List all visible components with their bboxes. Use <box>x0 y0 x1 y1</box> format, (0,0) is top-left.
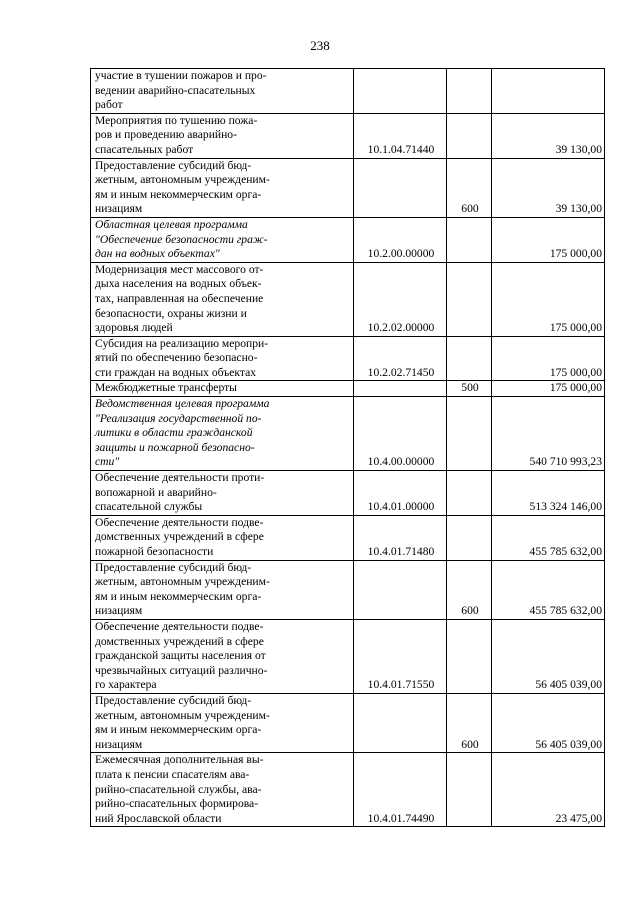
row-name-cell: Субсидия на реализацию меропри- ятий по обеспечению безопасно- сти граждан на водных объектах <box>91 336 354 381</box>
table-row <box>91 69 605 114</box>
row-code-cell <box>354 381 447 397</box>
row-amount-cell: 175 000,00 <box>492 217 605 262</box>
row-amount-cell: 175 000,00 <box>492 336 605 381</box>
row-name-cell: Межбюджетные трансферты <box>91 381 354 397</box>
row-type-cell <box>447 69 492 114</box>
row-type-cell <box>447 471 492 516</box>
row-name-cell: Ведомственная целевая программа "Реализация государственной по- литики в области гражданской защиты и пожарной безопасно- сти" <box>91 397 354 471</box>
table-row <box>91 515 605 560</box>
row-code-cell: 10.4.00.00000 <box>354 397 447 471</box>
row-type-cell: 600 <box>447 693 492 752</box>
row-name-cell: Модернизация мест массового от- дыха населения на водных объек- тах, направленная на обеспечение безопасности, охраны жизни и здоровья людей <box>91 262 354 336</box>
table-row <box>91 113 605 158</box>
row-type-cell: 600 <box>447 560 492 619</box>
table-row <box>91 262 605 336</box>
table-row <box>91 336 605 381</box>
row-type-cell <box>447 217 492 262</box>
row-code-cell <box>354 69 447 114</box>
row-amount-cell: 175 000,00 <box>492 381 605 397</box>
row-code-cell: 10.2.00.00000 <box>354 217 447 262</box>
row-code-cell: 10.4.01.71480 <box>354 515 447 560</box>
row-name-cell: Предоставление субсидий бюд- жетным, автономным учрежденим- ям и иным некоммерческим орга- низациям <box>91 693 354 752</box>
row-amount-cell: 39 130,00 <box>492 113 605 158</box>
row-amount-cell: 455 785 632,00 <box>492 515 605 560</box>
table-row <box>91 619 605 693</box>
row-amount-cell <box>492 69 605 114</box>
row-name-cell: Предоставление субсидий бюд- жетным, автономным учрежденим- ям и иным некоммерческим орга- низациям <box>91 560 354 619</box>
row-name-cell: Ежемесячная дополнительная вы- плата к пенсии спасателям ава- рийно-спасательной службы, ава- рийно-спасательных формирова- ний Ярославской области <box>91 753 354 827</box>
row-amount-cell: 56 405 039,00 <box>492 693 605 752</box>
row-amount-cell: 540 710 993,23 <box>492 397 605 471</box>
row-code-cell: 10.4.01.00000 <box>354 471 447 516</box>
row-name-cell: Областная целевая программа "Обеспечение безопасности граж- дан на водных объектах" <box>91 217 354 262</box>
row-name-cell: Предоставление субсидий бюд- жетным, автономным учрежденим- ям и иным некоммерческим орга- низациям <box>91 158 354 217</box>
row-type-cell: 500 <box>447 381 492 397</box>
row-code-cell: 10.2.02.71450 <box>354 336 447 381</box>
table-row <box>91 693 605 752</box>
row-amount-cell: 39 130,00 <box>492 158 605 217</box>
row-code-cell: 10.2.02.00000 <box>354 262 447 336</box>
row-amount-cell: 513 324 146,00 <box>492 471 605 516</box>
table-row <box>91 471 605 516</box>
row-type-cell: 600 <box>447 158 492 217</box>
row-code-cell: 10.4.01.74490 <box>354 753 447 827</box>
row-type-cell <box>447 262 492 336</box>
row-code-cell: 10.4.01.71550 <box>354 619 447 693</box>
row-name-cell: Обеспечение деятельности подве- домственных учреждений в сфере гражданской защиты населения от чрезвычайных ситуаций различно- го характера <box>91 619 354 693</box>
row-code-cell <box>354 560 447 619</box>
row-type-cell <box>447 397 492 471</box>
row-amount-cell: 56 405 039,00 <box>492 619 605 693</box>
row-type-cell <box>447 619 492 693</box>
row-name-cell: Обеспечение деятельности проти- вопожарной и аварийно- спасательной службы <box>91 471 354 516</box>
row-type-cell <box>447 515 492 560</box>
row-amount-cell: 23 475,00 <box>492 753 605 827</box>
table-row <box>91 397 605 471</box>
page-number: 238 <box>310 38 330 53</box>
table-row <box>91 158 605 217</box>
row-code-cell <box>354 693 447 752</box>
row-code-cell <box>354 158 447 217</box>
row-amount-cell: 175 000,00 <box>492 262 605 336</box>
table-row <box>91 217 605 262</box>
row-name-cell: участие в тушении пожаров и про- ведении аварийно-спасательных работ <box>91 69 354 114</box>
row-name-cell: Мероприятия по тушению пожа- ров и проведению аварийно- спасательных работ <box>91 113 354 158</box>
row-type-cell <box>447 753 492 827</box>
table-row <box>91 381 605 397</box>
table-row <box>91 560 605 619</box>
row-code-cell: 10.1.04.71440 <box>354 113 447 158</box>
row-type-cell <box>447 336 492 381</box>
row-amount-cell: 455 785 632,00 <box>492 560 605 619</box>
row-name-cell: Обеспечение деятельности подве- домственных учреждений в сфере пожарной безопасности <box>91 515 354 560</box>
budget-table <box>90 68 605 827</box>
table-row <box>91 753 605 827</box>
row-type-cell <box>447 113 492 158</box>
